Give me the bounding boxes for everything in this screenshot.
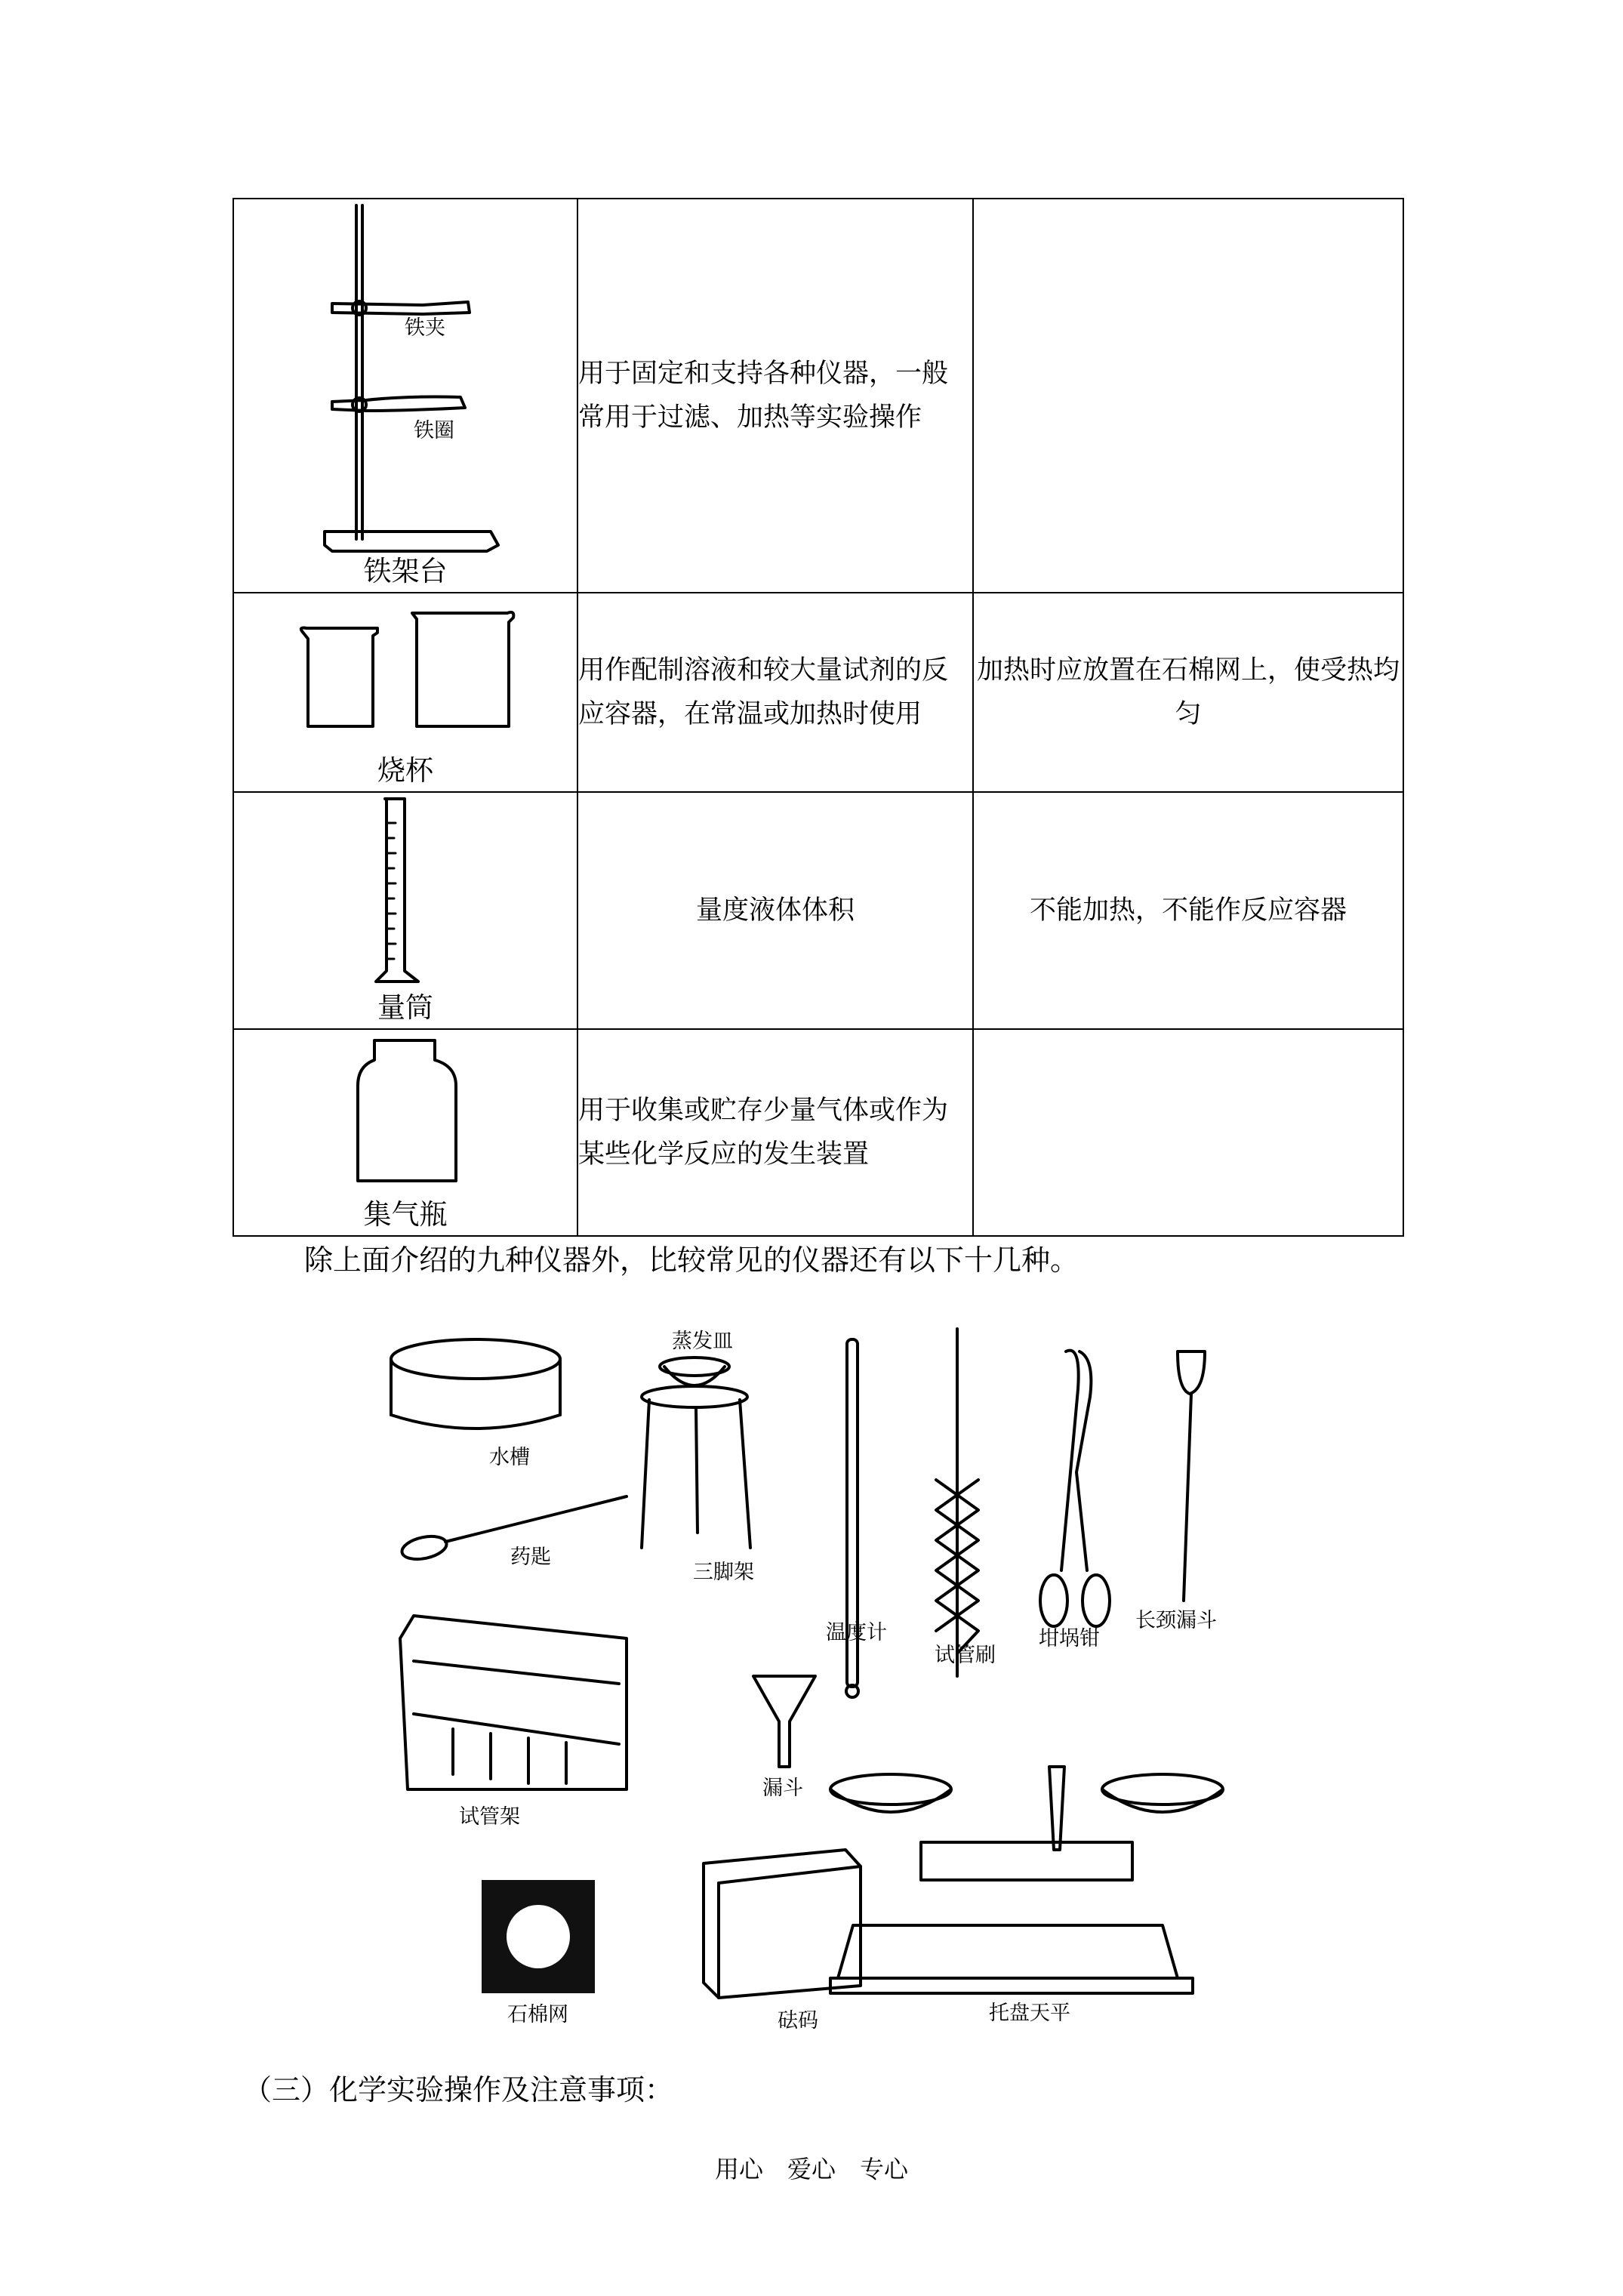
instrument-image-cell	[233, 199, 577, 593]
table-row	[233, 593, 1403, 792]
sink-label: 水槽	[489, 1446, 530, 1469]
instrument-note: 加热时应放置在石棉网上，使受热均匀	[973, 593, 1403, 792]
instrument-use: 用于固定和支持各种仪器，一般常用于过滤、加热等实验操作	[577, 199, 973, 593]
funnel-drawing	[753, 1676, 815, 1767]
weights-label: 砝码	[778, 2009, 818, 2032]
balance-drawing	[830, 1767, 1223, 1993]
table-row	[233, 1029, 1403, 1236]
instrument-image-cell	[233, 593, 577, 792]
instrument-note	[973, 1029, 1403, 1236]
section-heading: （三）化学实验操作及注意事项：	[243, 2073, 674, 2106]
thermometer-label: 温度计	[826, 1621, 887, 1644]
test-tube-rack-drawing	[400, 1616, 627, 1789]
test-tube-rack-label: 试管架	[459, 1805, 520, 1829]
page-footer: 用心 爱心 专心	[714, 2155, 908, 2184]
iron-ring-label: 铁圈	[414, 419, 454, 442]
instrument-image-cell	[233, 1029, 577, 1236]
instrument-use: 用作配制溶液和较大量试剂的反应容器，在常温或加热时使用	[577, 593, 973, 792]
intro-paragraph: 除上面介绍的九种仪器外，比较常见的仪器还有以下十几种。	[304, 1244, 1079, 1277]
funnel-label: 漏斗	[762, 1777, 803, 1800]
table-row	[233, 792, 1403, 1029]
weights-box-drawing	[704, 1850, 861, 1998]
crucible-tongs-label: 坩埚钳	[1039, 1627, 1100, 1650]
wire-gauze-drawing	[482, 1880, 595, 1993]
wire-gauze-label: 石棉网	[507, 2003, 568, 2026]
instrument-image-cell	[233, 792, 577, 1029]
tripod-drawing	[642, 1358, 750, 1548]
instrument-note: 不能加热，不能作反应容器	[973, 792, 1403, 1029]
instrument-name: 量筒	[377, 991, 433, 1024]
instrument-table	[233, 198, 1404, 1237]
iron-stand-drawing	[234, 199, 578, 592]
test-tube-brush-label: 试管刷	[935, 1644, 996, 1667]
long-neck-funnel-label: 长颈漏斗	[1135, 1609, 1217, 1632]
balance-label: 托盘天平	[989, 2002, 1070, 2025]
instrument-use: 用于收集或贮存少量气体或作为某些化学反应的发生装置	[577, 1029, 973, 1236]
spoon-label: 药匙	[510, 1546, 551, 1569]
instrument-name: 铁架台	[363, 555, 448, 587]
evaporating-dish-label: 蒸发皿	[672, 1330, 733, 1353]
instruments-illustration	[377, 1321, 1268, 2046]
test-tube-brush-drawing	[936, 1329, 978, 1676]
instrument-name: 集气瓶	[363, 1198, 448, 1231]
long-neck-funnel-drawing	[1178, 1351, 1205, 1601]
instrument-note	[973, 199, 1403, 593]
common-instruments-figure	[377, 1321, 1268, 2046]
crucible-tongs-drawing	[1040, 1351, 1110, 1626]
tripod-label: 三脚架	[693, 1561, 754, 1584]
table-row	[233, 199, 1403, 593]
instrument-use: 量度液体体积	[577, 792, 973, 1029]
water-trough-drawing	[391, 1339, 560, 1428]
instrument-name: 烧杯	[377, 754, 433, 787]
iron-clamp-label: 铁夹	[405, 316, 445, 340]
